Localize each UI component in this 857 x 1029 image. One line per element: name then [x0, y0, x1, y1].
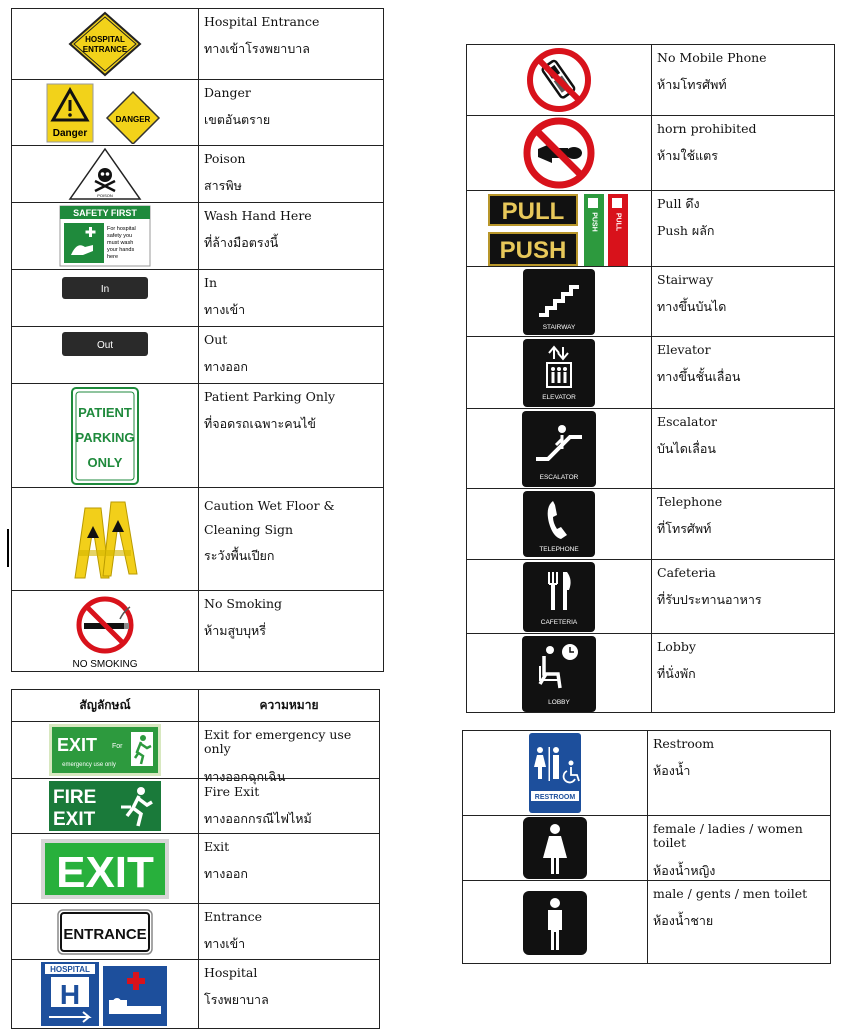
- wet-floor-sign: [12, 488, 198, 590]
- svg-text:EXIT: EXIT: [53, 809, 96, 830]
- sign-name-th: เขตอันตราย: [204, 112, 271, 128]
- sign-name-th: ห้องน้ำชาย: [653, 913, 714, 929]
- svg-text:PULL: PULL: [501, 197, 565, 225]
- sign-name-en: Lobby: [657, 639, 696, 654]
- svg-text:STAIRWAY: STAIRWAY: [542, 323, 576, 331]
- table-row: [12, 778, 379, 833]
- sign-name-en: No Smoking: [204, 596, 283, 611]
- svg-text:For: For: [112, 743, 123, 750]
- signs-table-1: [11, 8, 384, 672]
- table-row: [467, 45, 834, 115]
- telephone-sign: [467, 489, 651, 559]
- svg-text:Danger: Danger: [52, 127, 88, 139]
- svg-text:PUSH: PUSH: [499, 236, 567, 264]
- sign-name-en: female / ladies / women toilet: [653, 821, 803, 851]
- sign-name-th: ที่รับประทานอาหาร: [657, 592, 762, 608]
- sign-name-en: Hospital: [204, 965, 258, 980]
- svg-text:ENTRANCE: ENTRANCE: [82, 45, 128, 54]
- sign-name-en: Fire Exit: [204, 784, 260, 799]
- sign-name-th: บันไดเลื่อน: [657, 441, 716, 457]
- sign-name-th: ทางออก: [204, 866, 248, 882]
- sign-name-en: In: [204, 275, 217, 290]
- sign-name-th: ทางออกฉุกเฉิน: [204, 768, 286, 784]
- sign-name-th: ระวังพื้นเปียก: [204, 547, 275, 563]
- table-row: [12, 9, 383, 79]
- table-header: [12, 690, 379, 721]
- sign-name-th: ทางขึ้นบันได: [657, 299, 727, 315]
- svg-text:PUSH: PUSH: [590, 211, 598, 232]
- svg-text:EXIT: EXIT: [56, 847, 154, 897]
- table-row: [12, 326, 383, 383]
- lobby-sign: [467, 634, 651, 713]
- table-row: [12, 202, 383, 269]
- svg-text:DANGER: DANGER: [115, 114, 151, 124]
- patient-parking-sign: [12, 384, 198, 487]
- table-row: [463, 880, 830, 964]
- sign-name-en: Hospital Entrance: [204, 14, 320, 29]
- sign-name-th: ที่โทรศัพท์: [657, 521, 712, 537]
- svg-text:ONLY: ONLY: [87, 454, 123, 470]
- table-row: [467, 115, 834, 190]
- sign-name-en: Exit: [204, 839, 230, 854]
- female-toilet-sign: [463, 816, 647, 880]
- sign-name-th: โรงพยาบาล: [204, 992, 269, 1008]
- hospital-sign: [12, 960, 198, 1029]
- svg-text:TELEPHONE: TELEPHONE: [539, 546, 579, 553]
- exit-emergency-sign: [12, 722, 198, 778]
- sign-name-en: Pull ดึง: [657, 196, 700, 211]
- sign-name-th: ทางออก: [204, 359, 248, 375]
- svg-text:NO SMOKING: NO SMOKING: [72, 658, 138, 670]
- table-row: [12, 269, 383, 326]
- svg-text:ESCALATOR: ESCALATOR: [539, 473, 579, 481]
- svg-text:ENTRANCE: ENTRANCE: [63, 925, 147, 943]
- signs-table-4: [462, 730, 831, 964]
- sign-name-en: Danger: [204, 85, 251, 100]
- sign-name-en: No Mobile Phone: [657, 50, 767, 65]
- svg-text:FIRE: FIRE: [53, 787, 97, 808]
- table-row: [12, 145, 383, 202]
- svg-text:In: In: [100, 284, 110, 295]
- hospital-entrance-sign: [12, 9, 198, 79]
- signs-table-3: [466, 44, 835, 713]
- svg-text:RESTROOM: RESTROOM: [534, 794, 576, 801]
- sign-name-en: male / gents / men toilet: [653, 886, 808, 901]
- sign-name-en: Poison: [204, 151, 246, 166]
- table-row: [467, 336, 834, 408]
- svg-text:must wash: must wash: [107, 240, 134, 246]
- in-sign: [12, 270, 198, 326]
- svg-text:CAFETERIA: CAFETERIA: [540, 618, 578, 626]
- signs-table-2: [11, 689, 380, 1029]
- sign-name-th: ทางเข้า: [204, 936, 246, 952]
- table-row: [12, 487, 383, 590]
- svg-text:ELEVATOR: ELEVATOR: [542, 393, 576, 401]
- svg-text:PARKING: PARKING: [75, 429, 135, 445]
- sign-name-en: Escalator: [657, 414, 717, 429]
- exit-sign: [12, 834, 198, 903]
- sign-name-th: ทางขึ้นชั้นเลื่อน: [657, 369, 741, 385]
- table-row: [467, 559, 834, 633]
- escalator-sign: [467, 409, 651, 488]
- pull-push-sign: [467, 191, 651, 266]
- sign-name-th: ห้องน้ำหญิง: [653, 862, 716, 878]
- sign-name-en: Cafeteria: [657, 565, 716, 580]
- sign-name-en: Entrance: [204, 909, 263, 924]
- sign-name-th: ห้ามสูบบุหรี่: [204, 623, 266, 639]
- no-horn-sign: [467, 116, 651, 190]
- sign-name-en: Restroom: [653, 736, 715, 751]
- svg-text:H: H: [59, 979, 81, 1010]
- table-row: [467, 488, 834, 559]
- safety-first-sign: [12, 203, 198, 269]
- sign-name-en: Stairway: [657, 272, 714, 287]
- table-row: [467, 633, 834, 713]
- table-row: [12, 79, 383, 145]
- sign-name-th: ทางเข้า: [204, 302, 246, 318]
- svg-text:SAFETY FIRST: SAFETY FIRST: [73, 208, 137, 218]
- text-cursor: [7, 529, 9, 567]
- table-row: [467, 190, 834, 266]
- fire-exit-sign: [12, 779, 198, 833]
- sign-name-th: ที่จอดรถเฉพาะคนไข้: [204, 416, 316, 432]
- table-row: [463, 731, 830, 815]
- sign-name-en: Patient Parking Only: [204, 389, 335, 404]
- svg-text:POISON: POISON: [97, 193, 113, 198]
- sign-name-th: ที่ล้างมือตรงนี้: [204, 235, 279, 251]
- sign-name-en: Elevator: [657, 342, 711, 357]
- danger-sign: [12, 80, 198, 145]
- table-row: [12, 383, 383, 487]
- table-row: [12, 721, 379, 784]
- sign-name-en: Telephone: [657, 494, 723, 509]
- sign-name-en: Caution Wet Floor & Cleaning Sign: [204, 498, 335, 537]
- svg-text:HOSPITAL: HOSPITAL: [50, 965, 90, 974]
- sign-name-th: Push ผลัก: [657, 223, 715, 239]
- svg-text:here: here: [107, 254, 119, 260]
- svg-text:emergency use only: emergency use only: [62, 762, 116, 768]
- svg-text:safety you: safety you: [107, 233, 133, 239]
- svg-text:PULL: PULL: [614, 212, 622, 231]
- sign-name-th: ที่นั่งพัก: [657, 666, 696, 682]
- no-mobile-sign: [467, 45, 651, 115]
- sign-name-th: ทางเข้าโรงพยาบาล: [204, 41, 310, 57]
- header-meaning: ความหมาย: [259, 698, 319, 712]
- svg-text:For hospital: For hospital: [107, 226, 136, 232]
- out-sign: [12, 327, 198, 383]
- table-row: [12, 903, 379, 959]
- svg-text:Out: Out: [96, 340, 114, 351]
- table-row: [12, 590, 383, 672]
- elevator-sign: [467, 337, 651, 408]
- svg-text:HOSPITAL: HOSPITAL: [85, 35, 125, 44]
- svg-text:your hands: your hands: [107, 247, 135, 253]
- svg-text:PATIENT: PATIENT: [78, 404, 132, 420]
- header-symbol: สัญลักษณ์: [79, 698, 131, 712]
- table-row: [463, 815, 830, 880]
- sign-name-th: ห้ามโทรศัพท์: [657, 77, 727, 93]
- sign-name-th: สารพิษ: [204, 178, 242, 194]
- entrance-sign: [12, 904, 198, 959]
- restroom-sign: [463, 731, 647, 815]
- table-row: [467, 408, 834, 488]
- sign-name-en: Wash Hand Here: [204, 208, 312, 223]
- sign-name-th: ทางออกกรณีไฟไหม้: [204, 811, 312, 827]
- poison-sign: [12, 146, 198, 202]
- male-toilet-sign: [463, 881, 647, 964]
- table-row: [12, 833, 379, 903]
- sign-name-en: Out: [204, 332, 228, 347]
- svg-text:EXIT: EXIT: [56, 735, 98, 755]
- sign-name-en: Exit for emergency use only: [204, 727, 352, 757]
- sign-name-th: ห้ามใช้แตร: [657, 148, 718, 164]
- no-smoking-sign: [12, 591, 198, 672]
- sign-name-en: horn prohibited: [657, 121, 757, 136]
- svg-text:LOBBY: LOBBY: [548, 698, 570, 706]
- table-row: [467, 266, 834, 336]
- table-row: [12, 959, 379, 1029]
- sign-name-th: ห้องน้ำ: [653, 763, 691, 779]
- stairway-sign: [467, 267, 651, 336]
- cafeteria-sign: [467, 560, 651, 633]
